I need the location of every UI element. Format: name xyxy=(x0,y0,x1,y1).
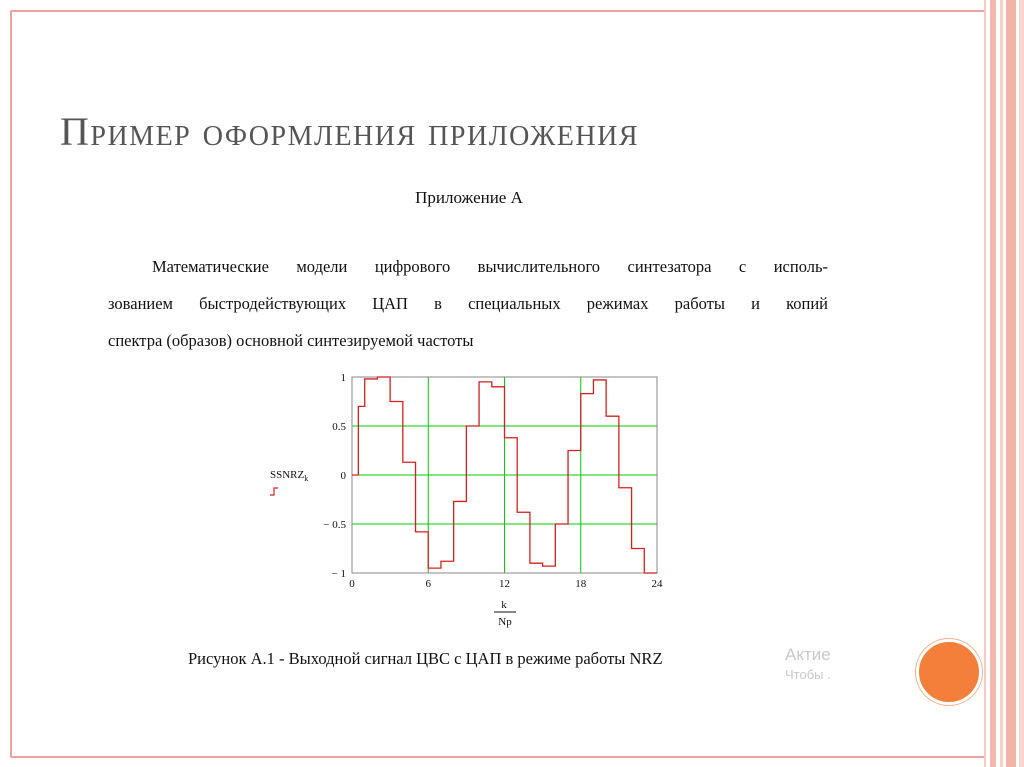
watermark-line-1: Актие xyxy=(785,645,831,664)
x-tick-labels xyxy=(349,578,663,590)
description-line-1: Математические модели цифрового вычислительного синтезатора с исполь- xyxy=(152,257,828,276)
activation-watermark xyxy=(785,645,831,682)
watermark-line-2: Чтобы . xyxy=(785,667,831,682)
x-tick-label: 24 xyxy=(651,578,663,590)
y-axis-label: $SSNRZ_k$ xyxy=(270,469,309,483)
legend-step-icon xyxy=(270,488,278,495)
x-label-denominator: Np xyxy=(498,616,512,628)
y-tick-label: − 1 xyxy=(331,568,346,580)
x-tick-label: 12 xyxy=(499,578,510,590)
signal-chart xyxy=(260,360,680,640)
x-tick-label: 0 xyxy=(349,578,355,590)
x-tick-label: 18 xyxy=(575,578,587,590)
decorative-stripes xyxy=(984,0,1024,767)
description-line-3: спектра (образов) основной синтезируемой частоты xyxy=(108,331,474,350)
slide-title: Пример оформления приложения xyxy=(60,109,640,154)
y-tick-labels xyxy=(323,372,346,580)
appendix-label-text: Приложение А xyxy=(415,188,523,207)
description-line-2: зованием быстродействующих ЦАП в специальных режимах работы и копий xyxy=(108,294,828,313)
x-tick-label: 6 xyxy=(425,578,431,590)
y-tick-label: − 0.5 xyxy=(323,519,346,531)
y-tick-label: 0.5 xyxy=(332,421,346,433)
appendix-label xyxy=(0,188,938,208)
x-label-numerator: k xyxy=(501,599,507,611)
decorative-circle xyxy=(916,639,982,705)
y-tick-label: 0 xyxy=(340,470,346,482)
figure-caption: Рисунок А.1 - Выходной сигнал ЦВС с ЦАП в режиме работы NRZ xyxy=(188,649,663,668)
y-tick-label: 1 xyxy=(340,372,346,384)
appendix-description xyxy=(108,248,828,359)
